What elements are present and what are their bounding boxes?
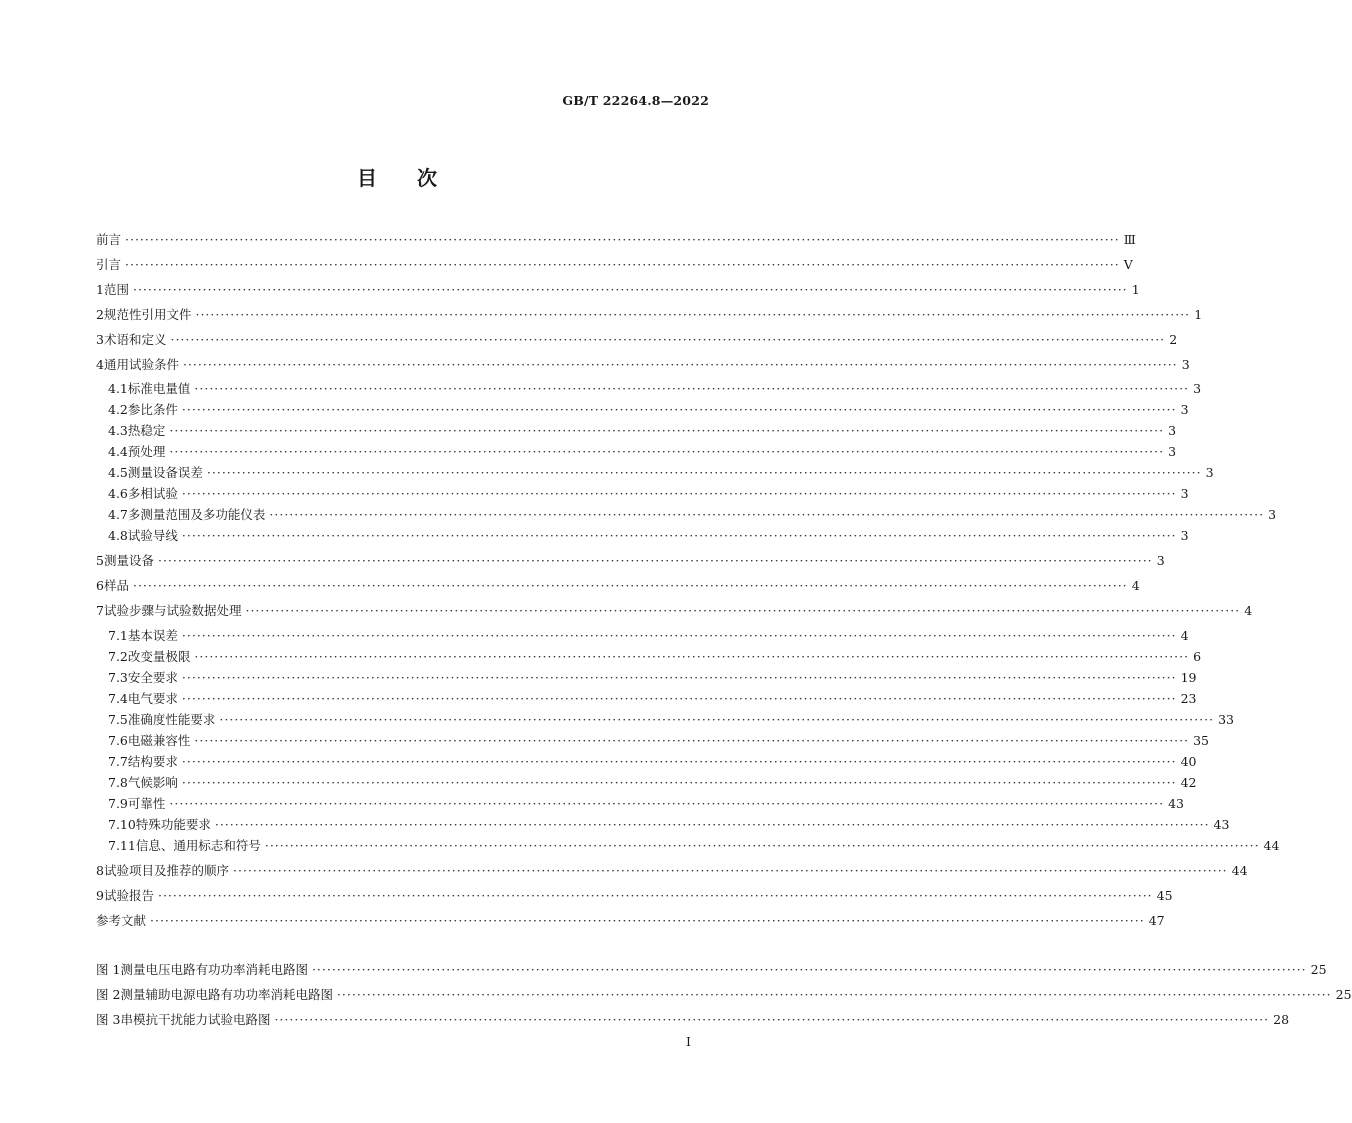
toc-entry[interactable] (108, 773, 1197, 793)
toc-entry-number: 3 (96, 332, 104, 347)
toc-entry-page: 3 (1268, 507, 1277, 522)
toc-entry[interactable] (108, 526, 1189, 546)
toc-entry-number: 4 (96, 357, 104, 372)
toc-leader-dots: ········································································································································································································ (274, 1012, 1270, 1027)
toc-entry[interactable] (96, 911, 1165, 931)
toc-entry-page: 2 (1169, 332, 1178, 347)
toc-entry-number: 7.9 (108, 796, 128, 811)
toc-entry-number: 7.8 (108, 775, 128, 790)
toc-entry-number: 7.5 (108, 712, 128, 727)
toc-entry-number: 7 (96, 603, 104, 618)
toc-entry-label: 参考文献 (96, 913, 147, 928)
toc-entry[interactable] (96, 960, 1327, 980)
toc-entry[interactable] (108, 505, 1277, 525)
toc-entry-page: Ⅲ (1123, 232, 1136, 247)
page-number: I (686, 1034, 691, 1049)
toc-entry-label: 规范性引用文件 (103, 307, 192, 322)
toc-leader-dots: ········································································································································································································ (169, 796, 1165, 811)
toc-entry-label: 信息、通用标志和符号 (135, 838, 261, 853)
toc-entry[interactable] (96, 1010, 1290, 1030)
toc-entry[interactable] (108, 731, 1209, 751)
toc-leader-dots: ········································································································································································································ (181, 691, 1177, 706)
toc-entry[interactable] (108, 400, 1189, 420)
toc-entry[interactable] (108, 836, 1280, 856)
toc-entry[interactable] (96, 230, 1136, 250)
toc-entry[interactable] (96, 886, 1173, 906)
toc-entry-label: 试验导线 (127, 528, 178, 543)
toc-entry[interactable] (108, 647, 1202, 667)
toc-entry-label: 热稳定 (127, 423, 166, 438)
toc-title-part1: 目 (357, 166, 377, 190)
toc-entry-label: 通用试验条件 (103, 357, 179, 372)
toc-entry[interactable] (108, 421, 1177, 441)
toc-entry-label: 引言 (96, 257, 122, 272)
toc-leader-dots: ········································································································································································································ (181, 670, 1177, 685)
toc-entry-page: 43 (1168, 796, 1184, 811)
toc-entry-label: 参比条件 (127, 402, 178, 417)
toc-entry-number: 4.3 (108, 423, 128, 438)
toc-entry-number: 4.7 (108, 507, 128, 522)
toc-leader-dots: ········································································································································································································ (194, 649, 1190, 664)
toc-entry-page: 1 (1194, 307, 1203, 322)
toc-entry[interactable] (96, 355, 1190, 375)
toc-leader-dots: ········································································································································································································ (132, 578, 1128, 593)
toc-entry-page: 44 (1231, 863, 1248, 878)
toc-leader-dots: ········································································································································································································ (181, 628, 1177, 643)
toc-entry-page: 3 (1181, 357, 1190, 372)
toc-entry-number: 4.5 (108, 465, 128, 480)
toc-entry-page: 4 (1131, 578, 1140, 593)
toc-entry-page: 6 (1193, 649, 1202, 664)
toc-leader-dots: ········································································································································································································ (269, 507, 1265, 522)
toc-entry-label: 测量设备误差 (127, 465, 203, 480)
toc-entry-label: 术语和定义 (103, 332, 167, 347)
toc-entry-page: 1 (1131, 282, 1140, 297)
toc-entry-label: 气候影响 (127, 775, 178, 790)
toc-entry-number: 8 (96, 863, 104, 878)
toc-entry[interactable] (96, 601, 1253, 621)
toc-entry-number: 7.4 (108, 691, 128, 706)
toc-leader-dots: ········································································································································································································ (232, 863, 1228, 878)
toc-entry-number: 4.1 (108, 381, 128, 396)
toc-entry-number: 4.2 (108, 402, 128, 417)
toc-leader-dots: ········································································································································································································ (181, 754, 1177, 769)
toc-entry-page: 23 (1180, 691, 1197, 706)
toc-entry-page: 35 (1193, 733, 1209, 748)
toc-leader-dots: ········································································································································································································ (336, 987, 1332, 1002)
toc-entry-label: 多相试验 (127, 486, 178, 501)
toc-entry-page: 40 (1180, 754, 1197, 769)
toc-leader-dots: ········································································································································································································ (195, 307, 1191, 322)
toc-entry-page: 3 (1180, 402, 1189, 417)
toc-entry[interactable] (108, 626, 1189, 646)
toc-leader-dots: ········································································································································································································ (157, 888, 1153, 903)
toc-entry-label: 测量辅助电源电路有功功率消耗电路图 (120, 987, 333, 1002)
toc-leader-dots: ········································································································································································································ (170, 332, 1166, 347)
toc-leader-dots: ········································································································································································································ (181, 486, 1177, 501)
toc-entry[interactable] (96, 255, 1133, 275)
toc-entry-number: 图 3 (96, 1012, 121, 1027)
toc-entry-page: 47 (1148, 913, 1165, 928)
toc-entry-page: 4 (1244, 603, 1253, 618)
toc-entry-number: 7.2 (108, 649, 128, 664)
toc-leader-dots: ········································································································································································································ (245, 603, 1241, 618)
toc-leader-dots: ········································································································································································································ (169, 423, 1165, 438)
toc-entry-number: 图 1 (96, 962, 121, 977)
toc-entry[interactable] (108, 710, 1234, 730)
toc-leader-dots: ········································································································································································································ (181, 775, 1177, 790)
toc-entry-label: 多测量范围及多功能仪表 (127, 507, 266, 522)
toc-entry-number: 7.7 (108, 754, 128, 769)
toc-leader-dots: ········································································································································································································ (169, 444, 1165, 459)
standard-code: GB/T 22264.8—2022 (562, 93, 709, 108)
toc-leader-dots: ········································································································································································································ (157, 553, 1153, 568)
toc-entry-number: 7.3 (108, 670, 128, 685)
toc-entry[interactable] (96, 985, 1352, 1005)
toc-entry[interactable] (96, 330, 1178, 350)
toc-entry-number: 4.6 (108, 486, 128, 501)
toc-entry-number: 1 (96, 282, 104, 297)
toc-entry-label: 测量设备 (103, 553, 154, 568)
toc-entry-label: 准确度性能要求 (127, 712, 216, 727)
toc-entry-page: 3 (1193, 381, 1202, 396)
toc-entry-label: 标准电量值 (127, 381, 191, 396)
toc-entry[interactable] (96, 280, 1140, 300)
toc-leader-dots: ········································································································································································································ (264, 838, 1260, 853)
toc-entry-page: 45 (1156, 888, 1173, 903)
toc-entry-label: 试验报告 (103, 888, 154, 903)
toc-entry-label: 测量电压电路有功功率消耗电路图 (120, 962, 308, 977)
toc-entry-number: 6 (96, 578, 104, 593)
toc-title-part2: 次 (417, 166, 437, 190)
toc-entry[interactable] (108, 442, 1177, 462)
toc-entry-number: 7.1 (108, 628, 128, 643)
toc-entry-page: 3 (1205, 465, 1214, 480)
toc-entry-page: 3 (1168, 423, 1177, 438)
toc-entry[interactable] (96, 305, 1203, 325)
toc-entry-page: 3 (1168, 444, 1177, 459)
toc-entry[interactable] (96, 861, 1248, 881)
toc-leader-dots: ········································································································································································································ (219, 712, 1215, 727)
toc-entry-label: 试验项目及推荐的顺序 (103, 863, 229, 878)
toc-entry-page: 42 (1180, 775, 1197, 790)
toc-entry-label: 范围 (103, 282, 129, 297)
toc-entry-page: 3 (1180, 486, 1189, 501)
toc-leader-dots: ········································································································································································································ (194, 733, 1190, 748)
toc-entry[interactable] (96, 576, 1140, 596)
toc-entry-page: 43 (1213, 817, 1230, 832)
toc-leader-dots: ········································································································································································································ (125, 232, 1120, 247)
toc-entry[interactable] (108, 815, 1230, 835)
toc-entry-page: 4 (1180, 628, 1189, 643)
toc-entry[interactable] (108, 689, 1197, 709)
toc-entry-label: 电气要求 (127, 691, 178, 706)
toc-entry-label: 结构要求 (127, 754, 178, 769)
toc-leader-dots: ········································································································································································································ (182, 357, 1178, 372)
toc-entry-page: 3 (1180, 528, 1189, 543)
toc-entry-page: 25 (1335, 987, 1352, 1002)
toc-entry-number: 2 (96, 307, 104, 322)
toc-entry-page: Ⅴ (1123, 257, 1133, 272)
toc-entry-page: 44 (1263, 838, 1280, 853)
toc-entry-label: 可靠性 (127, 796, 166, 811)
toc-entry-label: 电磁兼容性 (127, 733, 191, 748)
toc-entry-page: 19 (1180, 670, 1197, 685)
toc-entry[interactable] (108, 668, 1197, 688)
toc-leader-dots: ········································································································································································································ (181, 528, 1177, 543)
toc-entry-label: 样品 (103, 578, 129, 593)
toc-leader-dots: ········································································································································································································ (214, 817, 1210, 832)
toc-leader-dots: ········································································································································································································ (132, 282, 1128, 297)
toc-leader-dots: ········································································································································································································ (311, 962, 1307, 977)
toc-title (0, 162, 794, 191)
toc-entry-number: 9 (96, 888, 104, 903)
toc-entry-page: 28 (1273, 1012, 1290, 1027)
toc-entry-number: 4.4 (108, 444, 128, 459)
toc-entry-label: 串模抗干扰能力试验电路图 (120, 1012, 271, 1027)
toc-entry[interactable] (108, 794, 1184, 814)
toc-leader-dots: ········································································································································································································ (206, 465, 1202, 480)
toc-entry-label: 改变量极限 (127, 649, 191, 664)
toc-entry-number: 4.8 (108, 528, 128, 543)
toc-entry-label: 预处理 (127, 444, 166, 459)
toc-entry[interactable] (108, 484, 1189, 504)
toc-entry-number: 7.10 (108, 817, 136, 832)
toc-entry-label: 特殊功能要求 (135, 817, 211, 832)
toc-entry-number: 7.6 (108, 733, 128, 748)
toc-leader-dots: ········································································································································································································ (194, 381, 1190, 396)
toc-leader-dots: ········································································································································································································ (125, 257, 1120, 272)
toc-entry-label: 安全要求 (127, 670, 178, 685)
toc-leader-dots: ········································································································································································································ (181, 402, 1177, 417)
toc-entry-number: 7.11 (108, 838, 136, 853)
toc-entry[interactable] (108, 463, 1214, 483)
toc-entry-label: 试验步骤与试验数据处理 (103, 603, 242, 618)
toc-entry[interactable] (96, 551, 1165, 571)
toc-entry-label: 前言 (96, 232, 122, 247)
toc-entry-page: 25 (1310, 962, 1327, 977)
toc-entry-number: 图 2 (96, 987, 121, 1002)
toc-entry-page: 33 (1218, 712, 1234, 727)
toc-entry-page: 3 (1156, 553, 1165, 568)
toc-leader-dots: ········································································································································································································ (150, 913, 1145, 928)
toc-entry-label: 基本误差 (127, 628, 178, 643)
toc-entry[interactable] (108, 752, 1197, 772)
toc-entry-number: 5 (96, 553, 104, 568)
toc-entry[interactable] (108, 379, 1202, 399)
